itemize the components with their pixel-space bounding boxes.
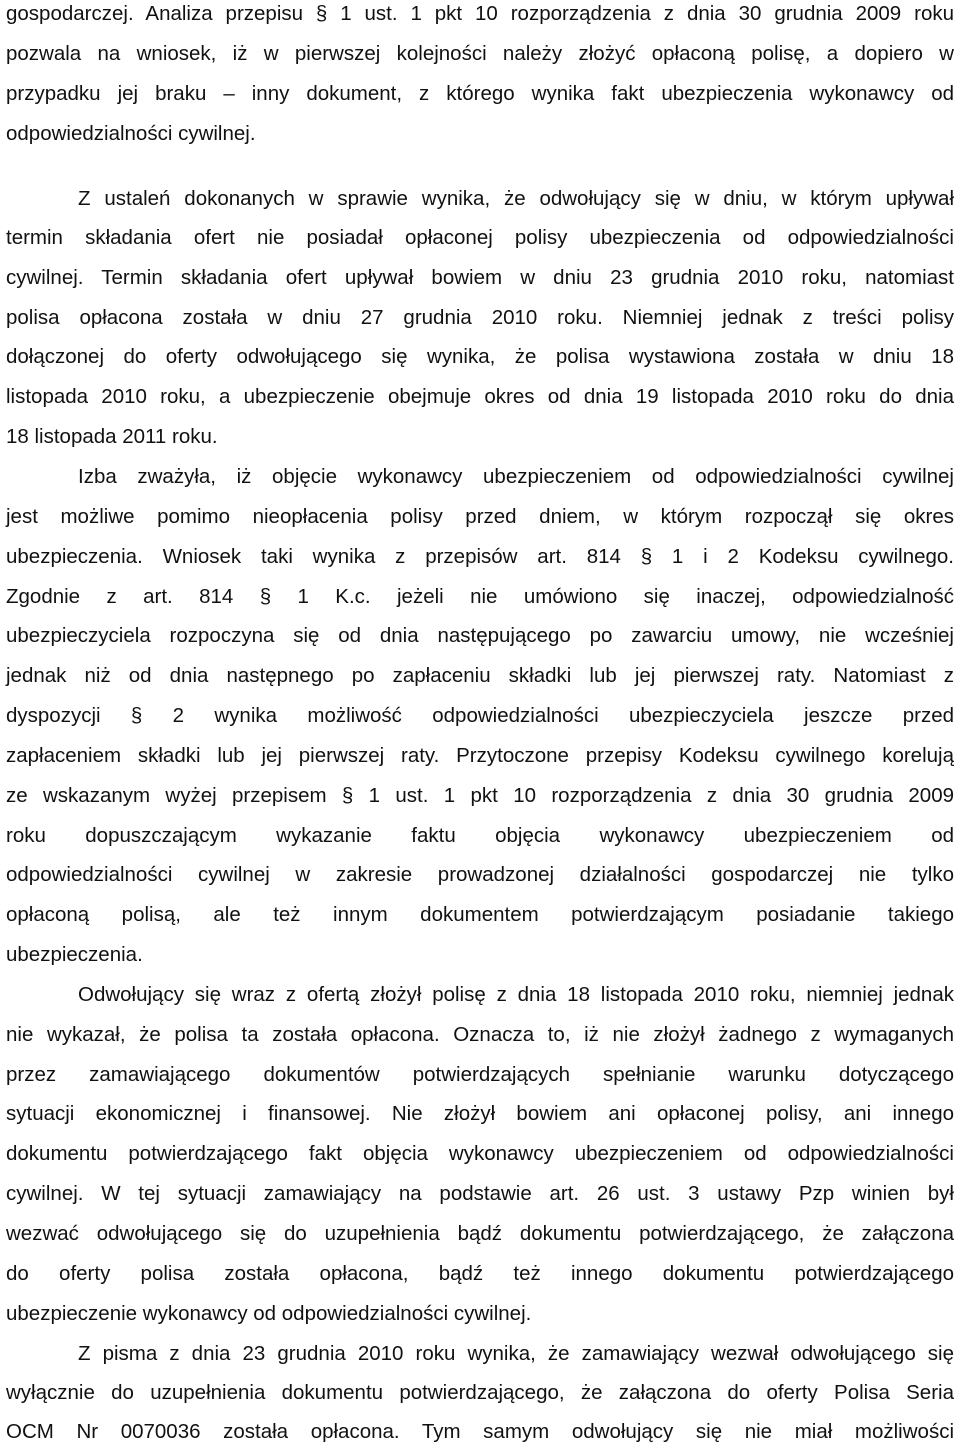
text-line: Izba zważyła, iż objęcie wykonawcy ubezpieczeniem od odpowiedzialności cywilnej [78,465,954,488]
text-line: odpowiedzialności cywilnej. [6,122,256,145]
text-line: ubezpieczenia. Wniosek taki wynika z przepisów art. 814 § 1 i 2 Kodeksu cywilnego. [6,545,954,568]
text-line: pozwala na wniosek, iż w pierwszej kolejności należy złożyć opłaconą polisę, a dopiero w [6,42,954,65]
text-line: ubezpieczenie wykonawcy od odpowiedzialności cywilnej. [6,1302,532,1325]
text-line: Z pisma z dnia 23 grudnia 2010 roku wynika, że zamawiający wezwał odwołującego się [78,1342,954,1365]
text-line: polisa opłacona została w dniu 27 grudnia 2010 roku. Niemniej jednak z treści polisy [6,306,954,329]
text-line: dyspozycji § 2 wynika możliwość odpowiedzialności ubezpieczyciela jeszcze przed [6,704,954,727]
text-line: gospodarczej. Analiza przepisu § 1 ust. 1 pkt 10 rozporządzenia z dnia 30 grudnia 2009 roku [6,2,954,25]
text-line: termin składania ofert nie posiadał opłaconej polisy ubezpieczenia od odpowiedzialności [6,226,954,249]
text-line: Odwołujący się wraz z ofertą złożył polisę z dnia 18 listopada 2010 roku, niemniej jednak [78,983,954,1006]
text-line: przez zamawiającego dokumentów potwierdzających spełnianie warunku dotyczącego [6,1063,954,1086]
text-line: opłaconą polisą, ale też innym dokumentem potwierdzającym posiadanie takiego [6,903,954,926]
text-line: przypadku jej braku – inny dokument, z którego wynika fakt ubezpieczenia wykonawcy od [6,82,954,105]
text-line: ze wskazanym wyżej przepisem § 1 ust. 1 pkt 10 rozporządzenia z dnia 30 grudnia 2009 [6,784,954,807]
text-line: jednak niż od dnia następnego po zapłaceniu składki lub jej pierwszej raty. Natomiast z [6,664,954,687]
text-line: Zgodnie z art. 814 § 1 K.c. jeżeli nie umówiono się inaczej, odpowiedzialność [6,585,954,608]
text-line: sytuacji ekonomicznej i finansowej. Nie złożył bowiem ani opłaconej polisy, ani innego [6,1102,954,1125]
text-line: dokumentu potwierdzającego fakt objęcia wykonawcy ubezpieczeniem od odpowiedzialności [6,1142,954,1165]
text-line: zapłaceniem składki lub jej pierwszej raty. Przytoczone przepisy Kodeksu cywilnego korelują [6,744,954,767]
text-line: do oferty polisa została opłacona, bądź też innego dokumentu potwierdzającego [6,1262,954,1285]
text-line: roku dopuszczającym wykazanie faktu objęcia wykonawcy ubezpieczeniem od [6,824,954,847]
text-line: cywilnej. W tej sytuacji zamawiający na podstawie art. 26 ust. 3 ustawy Pzp winien był [6,1182,954,1205]
text-line: wyłącznie do uzupełnienia dokumentu potwierdzającego, że załączona do oferty Polisa Seria [6,1381,954,1404]
text-line: nie wykazał, że polisa ta została opłacona. Oznacza to, iż nie złożył żadnego z wymaganych [6,1023,954,1046]
text-line: wezwać odwołującego się do uzupełnienia bądź dokumentu potwierdzającego, że załączona [6,1222,954,1245]
text-line: Z ustaleń dokonanych w sprawie wynika, że odwołujący się w dniu, w którym upływał [78,187,954,210]
text-line: ubezpieczenia. [6,943,143,966]
text-line: ubezpieczyciela rozpoczyna się od dnia następującego po zawarciu umowy, nie wcześniej [6,624,954,647]
text-line: dołączonej do oferty odwołującego się wynika, że polisa wystawiona została w dniu 18 [6,345,954,368]
text-line: odpowiedzialności cywilnej w zakresie prowadzonej działalności gospodarczej nie tylko [6,863,954,886]
text-line: 18 listopada 2011 roku. [6,425,218,448]
text-line: cywilnej. Termin składania ofert upływał bowiem w dniu 23 grudnia 2010 roku, natomiast [6,266,954,289]
text-line: jest możliwe pomimo nieopłacenia polisy przed dniem, w którym rozpoczął się okres [6,505,954,528]
text-line: OCM Nr 0070036 została opłacona. Tym samym odwołujący się nie miał możliwości [6,1420,954,1443]
text-line: listopada 2010 roku, a ubezpieczenie obejmuje okres od dnia 19 listopada 2010 roku do dnia [6,385,954,408]
